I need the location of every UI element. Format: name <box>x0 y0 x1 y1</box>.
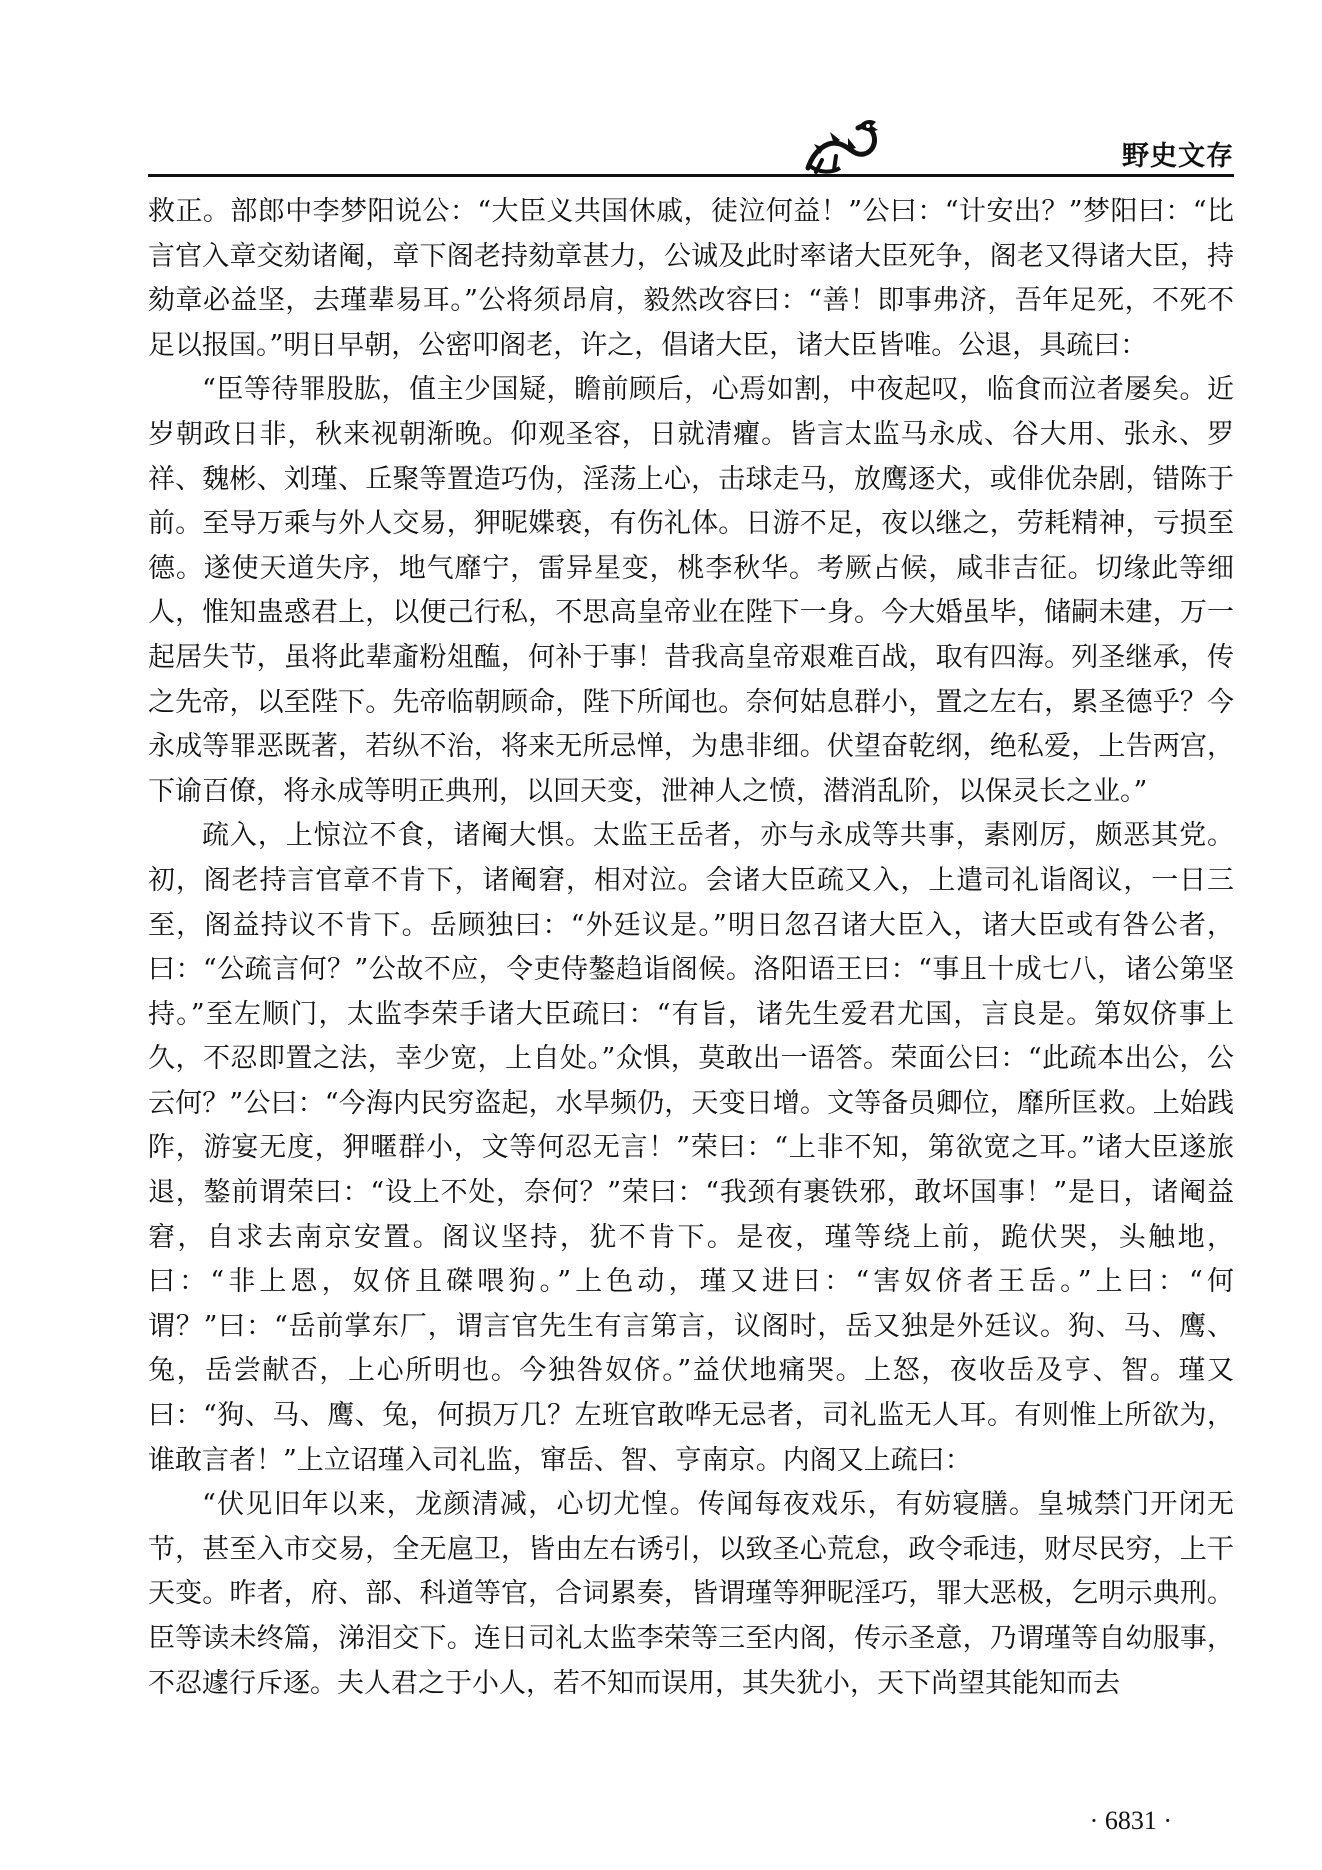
page-header <box>0 0 1322 180</box>
dragon-icon <box>800 110 882 180</box>
header-title: 野史文存 <box>1122 141 1234 172</box>
paragraph-3: 疏入，上惊泣不食，诸阉大惧。太监王岳者，亦与永成等共事，素刚厉，颇恶其党。初，阁老持言官章不肯下，诸阉窘，相对泣。会诸大臣疏又入，上遣司礼诣阁议，一日三至，阁益持议不肯下。岳顾独曰：“外廷议是。”明日忽召诸大臣入，诸大臣或有咎公者，曰：“公疏言何？”公故不应，令吏侍鏊趋诣阁候。洛阳语王曰：“事且十成七八，诸公第坚持。”至左顺门，太监李荣手诸大臣疏曰：“有旨，诸先生爱君尤国，言良是。第奴侪事上久，不忍即置之法，幸少宽，上自处。”众惧，莫敢出一语答。荣面公曰：“此疏本出公，公云何？”公曰：“今海内民穷盗起，水旱频仍，天变日增。文等备员卿位，靡所匡救。上始践阼，游宴无度，狎暱群小，文等何忍无言！”荣曰：“上非不知，第欲宽之耳。”诸大臣遂旅退，鏊前谓荣曰：“设上不处，奈何？”荣曰：“我颈有裹铁邪，敢坏国事！”是日，诸阉益窘，自求去南京安置。阁议坚持，犹不肯下。是夜，瑾等绕上前，跪伏哭，头触地，曰：“非上恩，奴侪且磔喂狗。”上色动，瑾又进曰：“害奴侪者王岳。”上曰：“何谓？”曰：“岳前掌东厂，谓言官先生有言第言，议阁时，岳又独是外廷议。狗、马、鹰、兔，岳尝献否，上心所明也。今独咎奴侪。”益伏地痛哭。上怒，夜收岳及亨、智。瑾又曰：“狗、马、鹰、兔，何损万几？左班官敢哗无忌者，司礼监无人耳。有则惟上所欲为，谁敢言者！”上立诏瑾入司礼监，窜岳、智、亨南京。内阁又上疏曰： <box>148 820 1234 1476</box>
page-number: · 6831 · <box>1089 1806 1172 1835</box>
paragraph-2: “臣等待罪股肱，值主少国疑，瞻前顾后，心焉如割，中夜起叹，临食而泣者屡矣。近岁朝政日非，秋来视朝渐晚。仰观圣容，日就清癯。皆言太监马永成、谷大用、张永、罗祥、魏彬、刘瑾、丘聚等置造巧伪，淫荡上心，击球走马，放鹰逐犬，或俳优杂剧，错陈于前。至导万乘与外人交易，狎昵媟亵，有伤礼体。日游不足，夜以继之，劳耗精神，亏损至德。遂使天道失序，地气靡宁，雷异星变，桃李秋华。考厥占候，咸非吉征。切缘此等细人，惟知蛊惑君上，以便己行私，不思高皇帝业在陛下一身。今大婚虽毕，储嗣未建，万一起居失节，虽将此辈齑粉俎醢，何补于事！昔我高皇帝艰难百战，取有四海。列圣继承，传之先帝，以至陛下。先帝临朝顾命，陛下所闻也。奈何姑息群小，置之左右，累圣德乎？今永成等罪恶既著，若纵不治，将来无所忌惮，为患非细。伏望奋乾纲，绝私爱，上告两宫，下谕百僚，将永成等明正典刑，以回天变，泄神人之愤，潜消乱阶，以保灵长之业。” <box>148 374 1234 807</box>
paragraph-4: “伏见旧年以来，龙颜清减，心切尤惶。传闻每夜戏乐，有妨寝膳。皇城禁门开闭无节，甚至入市交易，全无扈卫，皆由左右诱引，以致圣心荒怠，政令乖违，财尽民穷，上干天变。昨者，府、部、科道等官，合词累奏，皆谓瑾等狎昵淫巧，罪大恶极，乞明示典刑。臣等读未终篇，涕泪交下。连日司礼太监李荣等三至内阁，传示圣意，乃谓瑾等自幼服事，不忍遽行斥逐。夫人君之于小人，若不知而误用，其失犹小，天下尚望其能知而去 <box>148 1489 1234 1699</box>
paragraph-1: 救正。部郎中李梦阳说公：“大臣义共国休戚，徒泣何益！”公曰：“计安出？”梦阳曰：“比言官入章交劾诸阉，章下阁老持劾章甚力，公诚及此时率诸大臣死争，阁老又得诸大臣，持劾章必益坚，去瑾辈易耳。”公将须昂肩，毅然改容曰：“善！即事弗济，吾年足死，不死不足以报国。”明日早朝，公密叩阁老，许之，倡诸大臣，诸大臣皆唯。公退，具疏曰： <box>148 196 1234 361</box>
text-body <box>148 190 1234 1706</box>
header-rule <box>148 174 1234 177</box>
